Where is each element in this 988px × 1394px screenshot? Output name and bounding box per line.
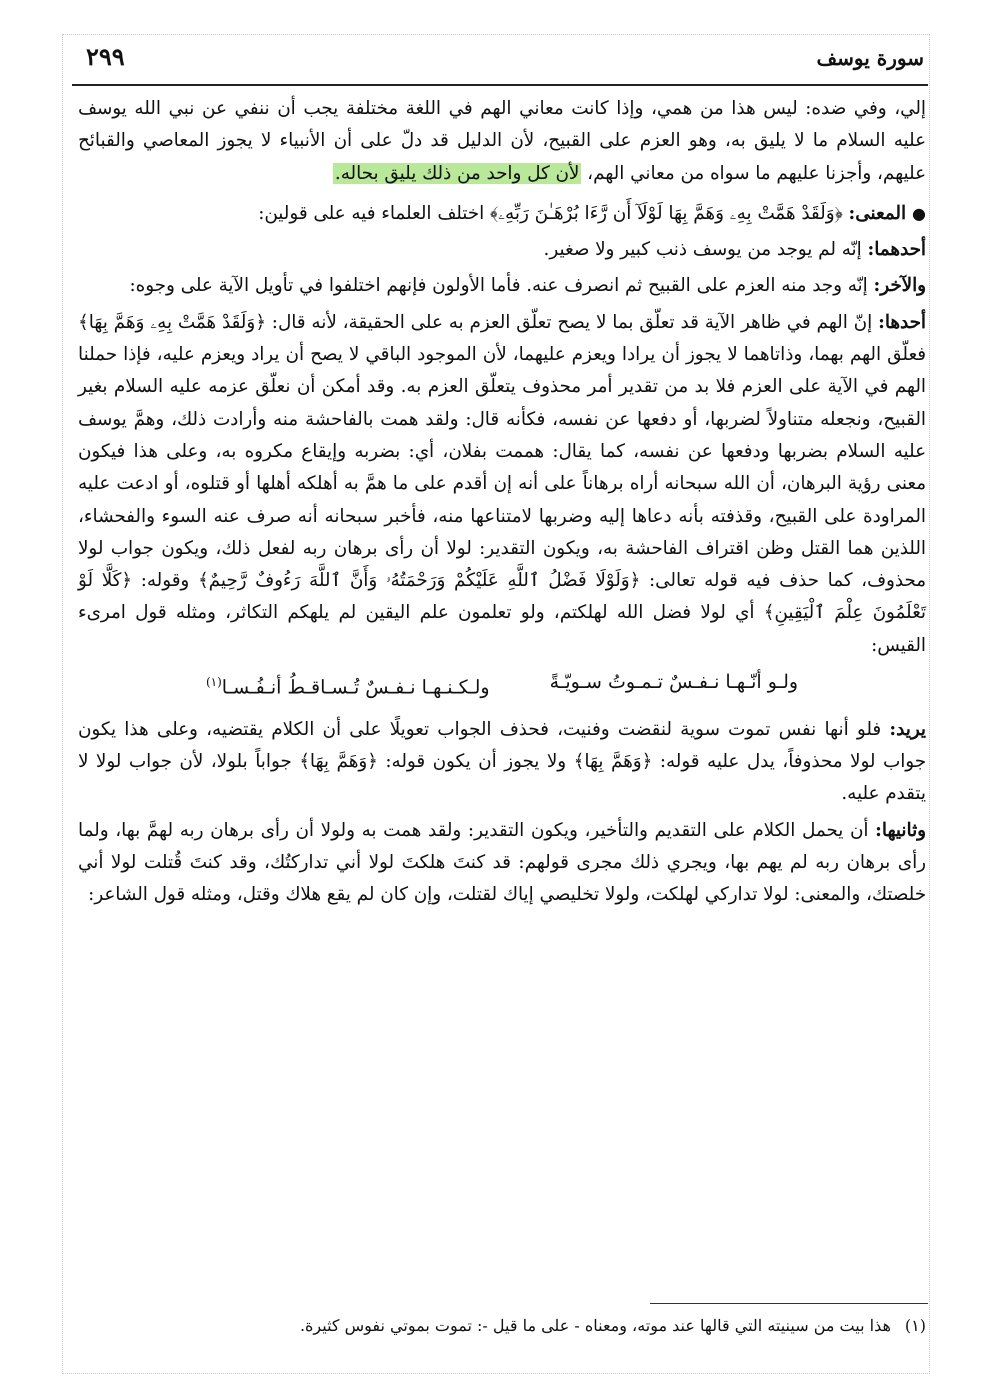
quran-verse: ﴿وَهَمَّ بِهَا﴾ [573,750,653,772]
paragraph-meaning [78,198,926,230]
paragraph-text: اختلف العلماء فيه على قولين: [258,202,485,224]
paragraph-first-aspect [78,307,926,662]
footnote-rule [650,1303,928,1304]
quran-verse: ﴿وَلَوْلَا فَضْلُ ٱللَّهِ عَلَيْكُمْ وَرَحْمَتُهُۥ وَأَنَّ ٱللَّهَ رَءُوفٌ رَّحِيمٌ﴾ [197,570,641,592]
paragraph-text: وقوله: [140,570,190,592]
term-label: وثانيها: [875,819,927,841]
paragraph-text: ولا يجوز أن يكون قوله: [385,750,567,772]
main-text [78,93,926,915]
footnote [78,1313,926,1339]
paragraph-text: فلو أنها نفس تموت سوية لنقضت وفنيت، فحذف الجواب تعويلًا على أن الكلام يقتضيه، وعلى هذا يكون جواب لولا محذوفاً، يدل عليه قوله: [78,718,927,772]
footnote-text: هذا بيت من سينيته التي قالها عند موته، ومعناه - على ما قيل -: تموت بموتي نفوس كثيرة. [299,1316,891,1335]
paragraph-meaning-explained [78,714,926,811]
paragraph-second-aspect [78,815,926,912]
term-label: أحدهما: [867,239,926,261]
footnote-number: (١) [904,1316,926,1335]
poem-verse [78,666,926,704]
paragraph-text: أن يحمل الكلام على التقديم والتأخير، ويكون التقدير: ولقد همت به ولولا أن رأى برهان ربه لهمَّ بها، ولما رأى برهان ربه لم يهم بها، ويجري ذلك مجرى قولهم: قد كنتَ هلكتَ لولا أني تداركتُك، وقد كنتَ قُتلت لولا أني خلصتك، والمعنى: لولا تداركي لهلكت، ولولا تخليصي إياك لقتلت، وإن كان لم يقع هلاك وقتل، ومثله قول الشاعر: [78,819,926,906]
paragraph-second-opinion [78,270,926,302]
term-label: أحدها: [878,311,927,333]
quran-verse: ﴿وَلَقَدْ هَمَّتْ بِهِۦ وَهَمَّ بِهَا﴾ [78,311,266,333]
header-rule [72,84,928,86]
paragraph-text: إنّ الهم في ظاهر الآية قد تعلّق بما لا يصح تعلّق العزم به على الحقيقة، لأنه قال: [271,311,873,333]
quran-verse: ﴿وَهَمَّ بِهَا﴾ [299,750,378,772]
term-label: يريد: [889,718,926,740]
paragraph-text: إنّه وجد منه العزم على القبيح ثم انصرف عنه. فأما الأولون فإنهم اختلفوا في تأويل الآية على وجوه: [129,275,868,297]
poem-hemistich-left [206,666,490,704]
quran-verse: ﴿كَلَّا لَوْ تَعْلَمُونَ عِلْمَ ٱلْيَقِينِ﴾ [78,570,926,624]
poem-hemistich-right: ولـو أنّـهـا نـفـسٌ تـمـوتُ سـويّـةً [549,671,799,694]
highlighted-text: لأن كل واحد من ذلك يليق بحاله. [334,162,580,184]
page-header [72,40,930,80]
poem-hemistich-text: ولـكـنـهـا نـفـسٌ تُـسـاقـطُ أنـفُـسـا [221,676,490,699]
quran-verse: ﴿وَلَقَدْ هَمَّتْ بِهِۦ وَهَمَّ بِهَا لَوْلَآ أَن رَّءَا بُرْهَـٰنَ رَبِّهِۦ﴾ [490,202,843,224]
term-label: المعنى: [848,202,907,224]
paragraph-text: جواباً بلولا، لأن جواب لولا لا يتقدم عليه. [78,750,926,805]
surah-title: سورة يوسف [816,46,924,70]
paragraph-text: فعلّق الهم بهما، وذاتاهما لا يجوز أن يرادا ويعزم عليهما، لأن الموجود الباقي لا يصح أن يراد ويعزم عليه، فإذا حملنا الهم في الآية على العزم فلا بد من تقدير أمر محذوف يتعلّق العزم به. وقد أمكن أن نعلّق عزمه عليه السلام بغير القبيح، ونجعله متناولاً لضربها، أو دفعها عن نفسه، فكأنه قال: ولقد همت بالفاحشة منه وأرادت ذلك، وهمَّ يوسف عليه السلام بضربها ودفعها عن نفسه، كما يقال: هممت بفلان، أي: بضربه وإيقاع مكروه به، وعلى هذا فيكون معنى رؤية البرهان، أن الله سبحانه أراه برهاناً على أنه إن أقدم على ما همَّ به أهلكه أهلها أو قتلوه، أو ادعت عليه المراودة على القبيح، وقذفته بأنه دعاها إليه وضربها لامتناعها منه، فأخبر سبحانه أنه صرف عنه السوء والفحشاء، اللذين هما القتل وظن اقتراف الفاحشة به، ويكون التقدير: لولا أن رأى برهان ربه لفعل ذلك، ويكون جواب لولا محذوف، كما حذف فيه قوله تعالى: [78,344,927,592]
footnote-marker: (١) [205,675,222,690]
paragraph-first-opinion [78,234,926,266]
paragraph-text: أي لولا فضل الله لهلكتم، ولو تعلمون علم اليقين لم يلهكم التكاثر، ومثله قول امرىء القيس: [78,602,926,656]
paragraph-intro [78,93,926,190]
term-label: والآخر: [873,275,926,297]
page-number: ٢٩٩ [86,42,125,71]
bullet-icon: ● [912,203,926,223]
paragraph-text: إلي، وفي ضده: ليس هذا من همي، وإذا كانت معاني الهم في اللغة مختلفة يجب أن ننفي عن نبي الله يوسف عليه السلام ما لا يليق به، وهو العزم على القبيح، لأن الدليل قد دلّ على أن الأنبياء لا يجوز المعاصي والقبائح عليهم، وأجزنا عليهم ما سواه من معاني الهم، [78,98,926,184]
paragraph-text: إنّه لم يوجد من يوسف ذنب كبير ولا صغير. [543,239,862,261]
